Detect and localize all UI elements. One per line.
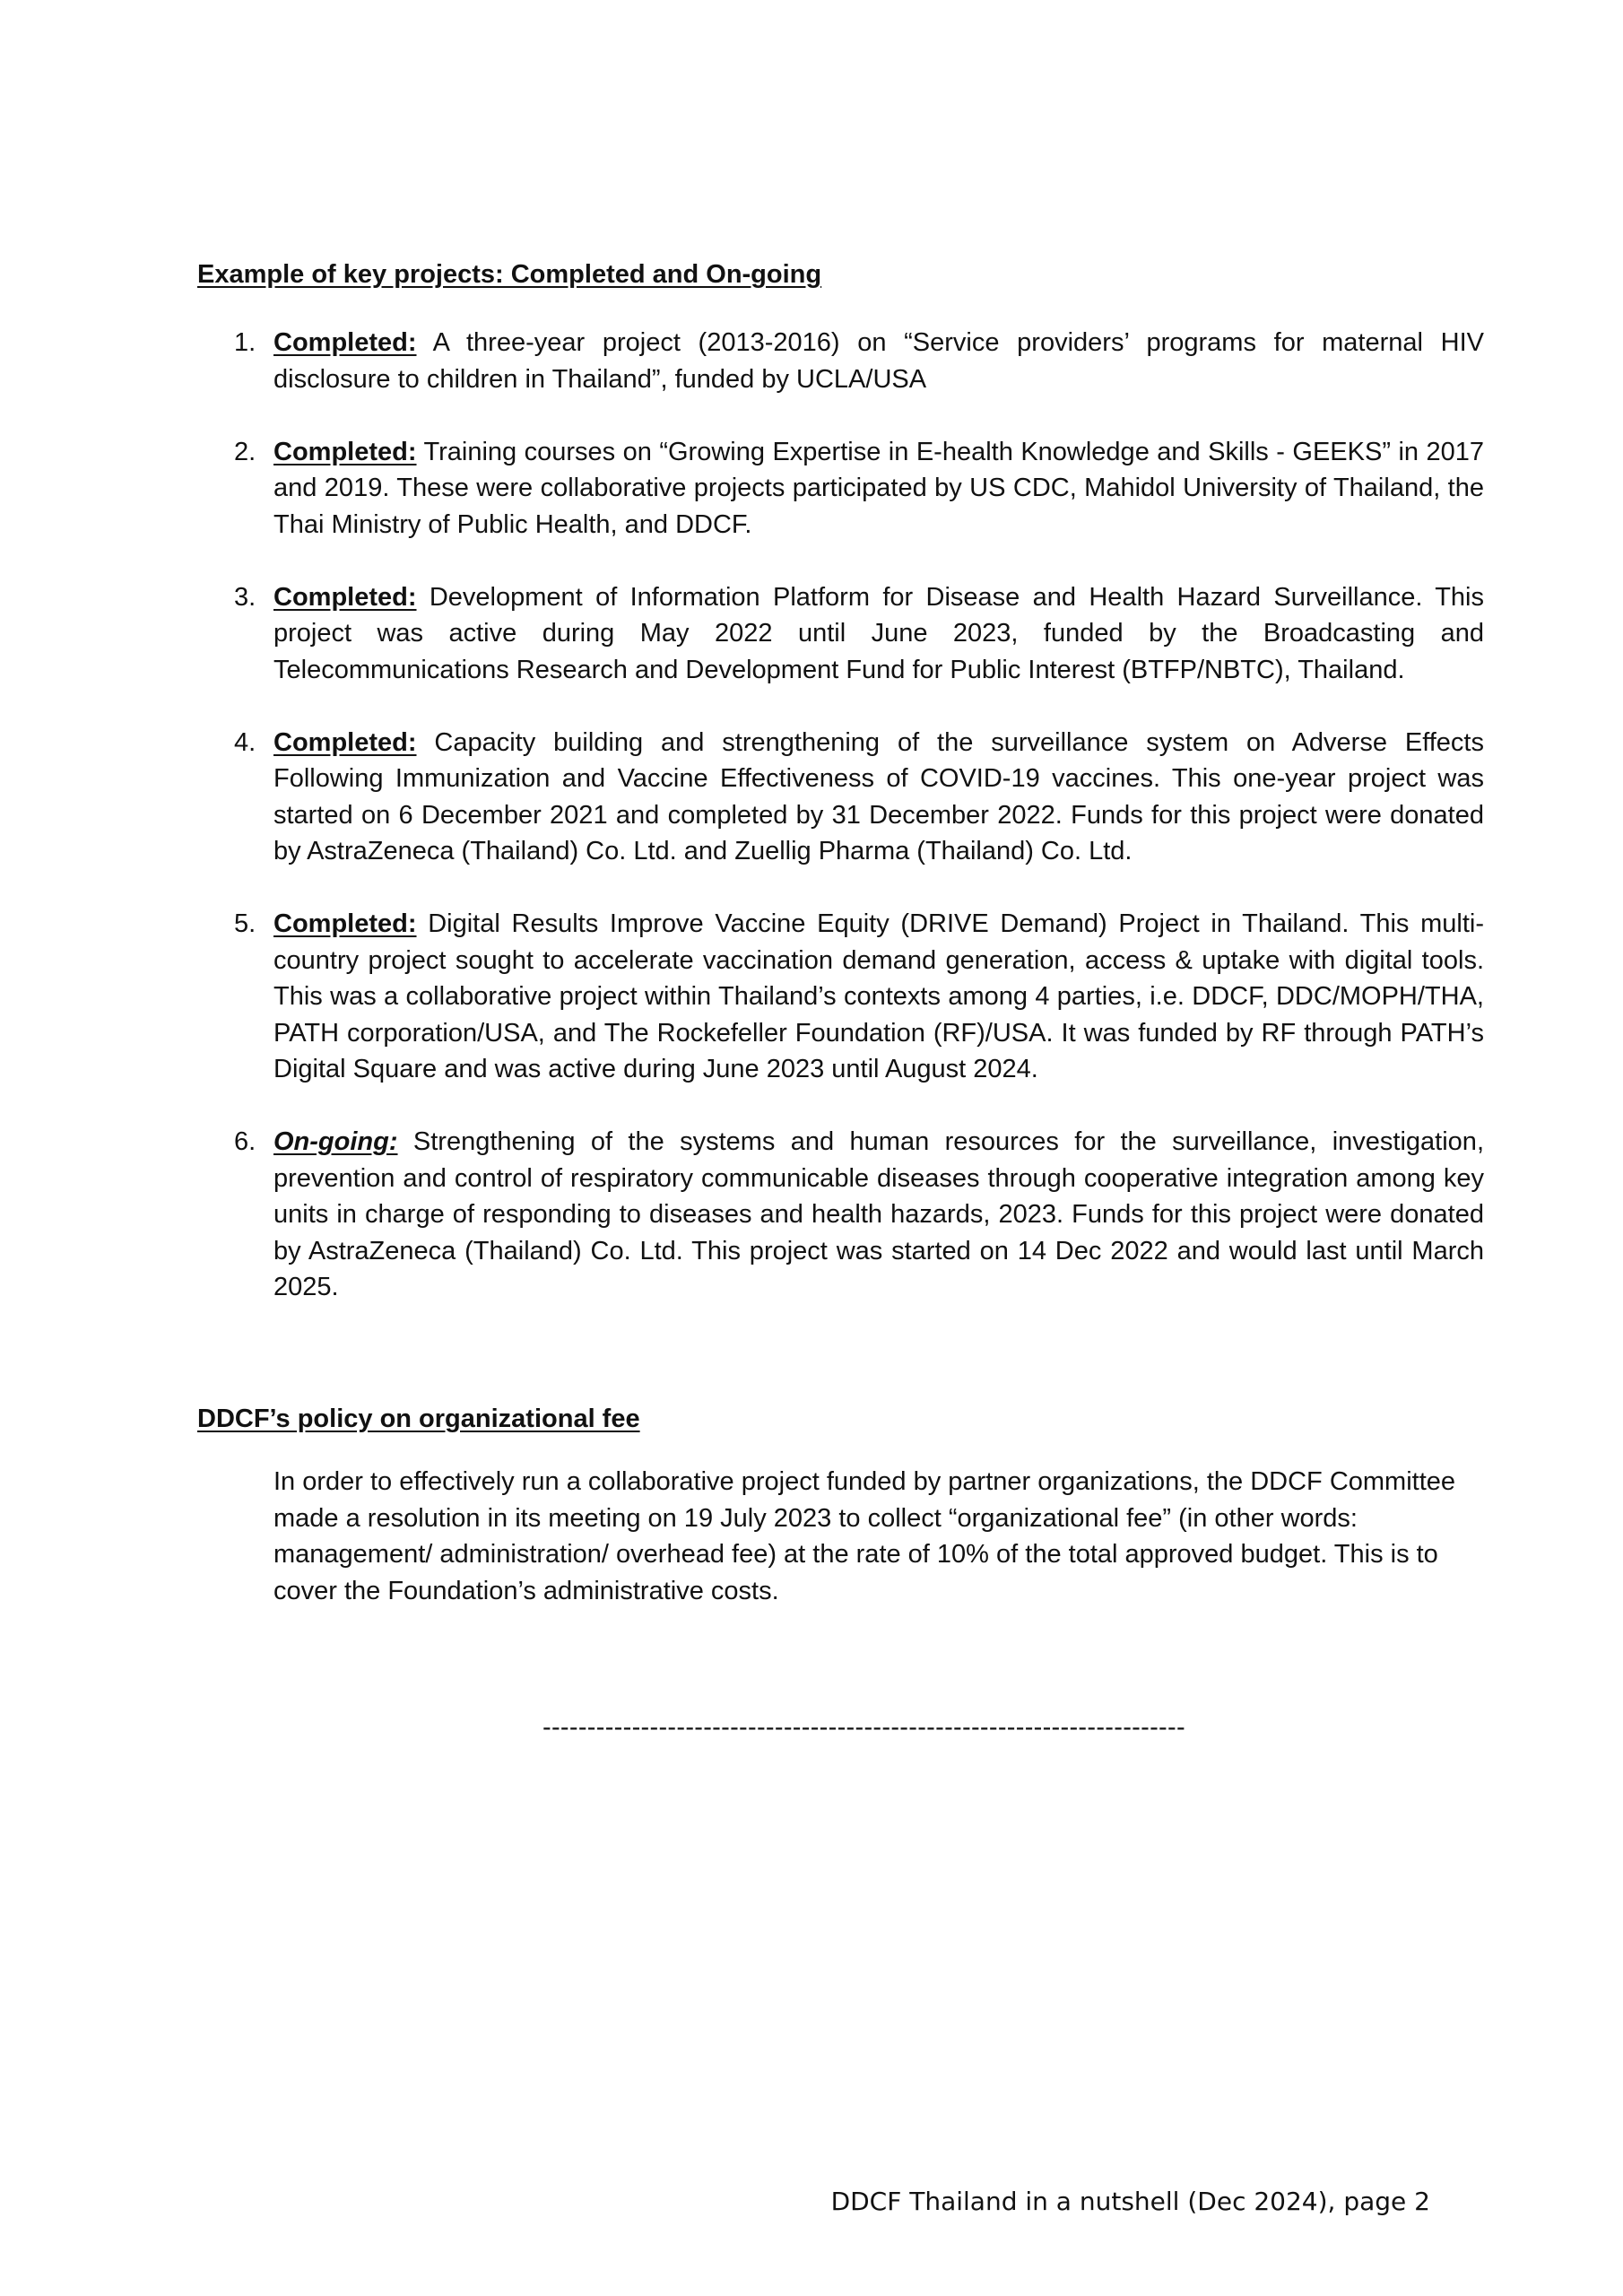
- item-status: Completed:: [273, 328, 417, 357]
- item-text: Training courses on “Growing Expertise in E-health Knowledge and Skills - GEEKS” in 2017 and 2019. These were collaborative projects participated by US CDC, Mahidol University of Thailand, the Thai Ministry of Public Health, and DDCF.: [273, 437, 1484, 539]
- separator-line: ------------------------------------------------------------------------: [542, 1713, 1185, 1742]
- item-status: Completed:: [273, 437, 417, 466]
- project-item-3: [234, 579, 1485, 689]
- item-status: Completed:: [273, 582, 417, 612]
- project-item-1: [234, 325, 1484, 397]
- item-number: 3.: [234, 582, 256, 612]
- policy-heading: DDCF’s policy on organizational fee: [197, 1405, 640, 1433]
- key-projects-heading: Example of key projects: Completed and On-going: [197, 260, 822, 289]
- item-text: Strengthening of the systems and human resources for the surveillance, investigation, prevention and control of respiratory communicable diseases through cooperative integration among key units in charge of responding to diseases and health hazards, 2023. Funds for this project were donated by AstraZeneca (Thailand) Co. Ltd. This project was started on 14 Dec 2022 and would last until March 2025.: [273, 1127, 1484, 1301]
- item-number: 5.: [234, 909, 256, 938]
- item-number: 4.: [234, 727, 256, 757]
- item-text: A three-year project (2013-2016) on “Service providers’ programs for maternal HIV disclosure to children in Thailand”, funded by UCLA/USA: [273, 328, 1484, 394]
- item-number: 2.: [234, 437, 256, 466]
- item-number: 1.: [234, 328, 256, 357]
- project-item-6: [234, 1124, 1484, 1306]
- project-list: [234, 325, 1485, 1342]
- item-text: Digital Results Improve Vaccine Equity (DRIVE Demand) Project in Thailand. This multi-country project sought to accelerate vaccination demand generation, access & uptake with digital tools. This was a collaborative project within Thailand’s contexts among 4 parties, i.e. DDCF, DDC/MOPH/THA, PATH corporation/USA, and The Rockefeller Foundation (RF)/USA. It was funded by RF through PATH’s Digital Square and was active during June 2023 until August 2024.: [273, 909, 1484, 1083]
- policy-paragraph: In order to effectively run a collaborative project funded by partner organizations, the DDCF Committee made a resolution in its meeting on 19 July 2023 to collect “organizational fee” (in other words: management/ administration/ overhead fee) at the rate of 10% of the total approved budget. This is to cover the Foundation’s administrative costs.: [273, 1467, 1456, 1605]
- item-status: On-going:: [273, 1127, 398, 1156]
- project-item-5: [234, 906, 1484, 1088]
- item-text: Development of Information Platform for Disease and Health Hazard Surveillance. This project was active during May 2022 until June 2023, funded by the Broadcasting and Telecommunications Research and Development Fund for Public Interest (BTFP/NBTC), Thailand.: [273, 582, 1485, 684]
- item-text: Capacity building and strengthening of the surveillance system on Adverse Effects Following Immunization and Vaccine Effectiveness of COVID-19 vaccines. This one-year project was started on 6 December 2021 and completed by 31 December 2022. Funds for this project were donated by AstraZeneca (Thailand) Co. Ltd. and Zuellig Pharma (Thailand) Co. Ltd.: [273, 727, 1484, 865]
- project-item-4: [234, 725, 1484, 870]
- item-status: Completed:: [273, 909, 417, 938]
- page-footer: DDCF Thailand in a nutshell (Dec 2024), page 2: [830, 2187, 1430, 2216]
- item-number: 6.: [234, 1127, 256, 1156]
- project-item-2: [234, 434, 1484, 544]
- item-status: Completed:: [273, 727, 417, 757]
